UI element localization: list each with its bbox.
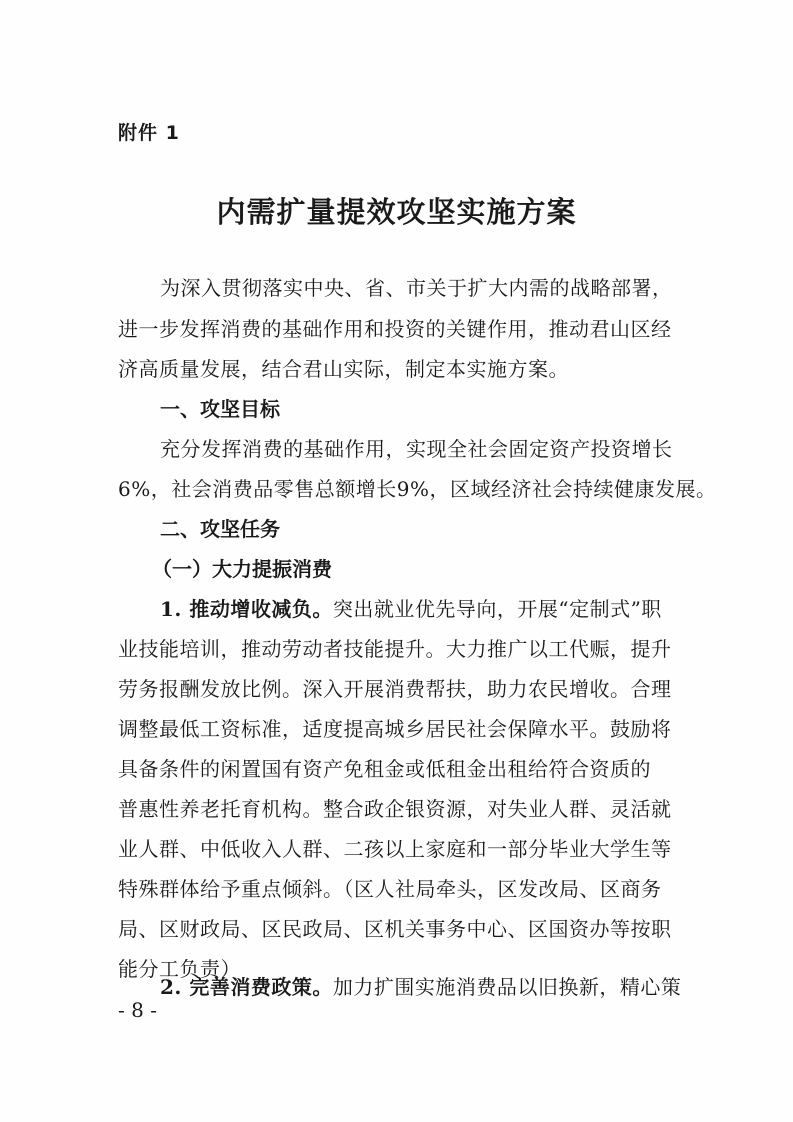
item2-first-line (160, 975, 681, 999)
page-number: - 8 - (118, 998, 157, 1022)
item1-line: 业人群、中低收入人群、二孩以上家庭和一部分毕业大学生等 (118, 837, 672, 861)
section-heading-tasks: 二、攻坚任务 (160, 517, 280, 541)
item1-first-line (160, 597, 662, 621)
item1-line: 能分工负责） (118, 957, 241, 981)
item1-lead: 1. 推动增收减负。 (160, 597, 333, 621)
item1-line: 具备条件的闲置国有资产免租金或低租金出租给符合资质的 (118, 757, 651, 781)
attachment-label: 附件 1 (118, 122, 180, 144)
section-heading-goals: 一、攻坚目标 (160, 397, 280, 421)
item1-line: 普惠性养老托育机构。整合政企银资源，对失业人群、灵活就 (118, 797, 672, 821)
intro-line: 进一步发挥消费的基础作用和投资的关键作用，推动君山区经 (118, 317, 672, 341)
item1-line: 劳务报酬发放比例。深入开展消费帮扶，助力农民增收。合理 (118, 677, 672, 701)
subsection-heading-consumption: （一）大力提振消费 (152, 557, 332, 581)
document-title: 内需扩量提效攻坚实施方案 (216, 195, 577, 229)
item1-line: 特殊群体给予重点倾斜。（区人社局牵头，区发改局、区商务 (118, 877, 662, 901)
item2-lead: 2. 完善消费政策。 (160, 975, 333, 999)
item1-first-line-text: 突出就业优先导向，开展“定制式”职 (332, 597, 662, 621)
item1-line: 业技能培训，推动劳动者技能提升。大力推广以工代赈，提升 (118, 637, 672, 661)
intro-line: 为深入贯彻落实中央、省、市关于扩大内需的战略部署， (160, 276, 673, 300)
intro-line: 济高质量发展，结合君山实际，制定本实施方案。 (118, 357, 569, 381)
item1-line: 局、区财政局、区民政局、区机关事务中心、区国资办等按职 (118, 917, 672, 941)
section1-line: 6%，社会消费品零售总额增长9%，区域经济社会持续健康发展。 (118, 477, 717, 501)
section1-line: 充分发挥消费的基础作用，实现全社会固定资产投资增长 (160, 437, 673, 461)
item2-first-line-text: 加力扩围实施消费品以旧换新，精心策 (332, 975, 682, 999)
item1-line: 调整最低工资标准，适度提高城乡居民社会保障水平。鼓励将 (118, 717, 672, 741)
